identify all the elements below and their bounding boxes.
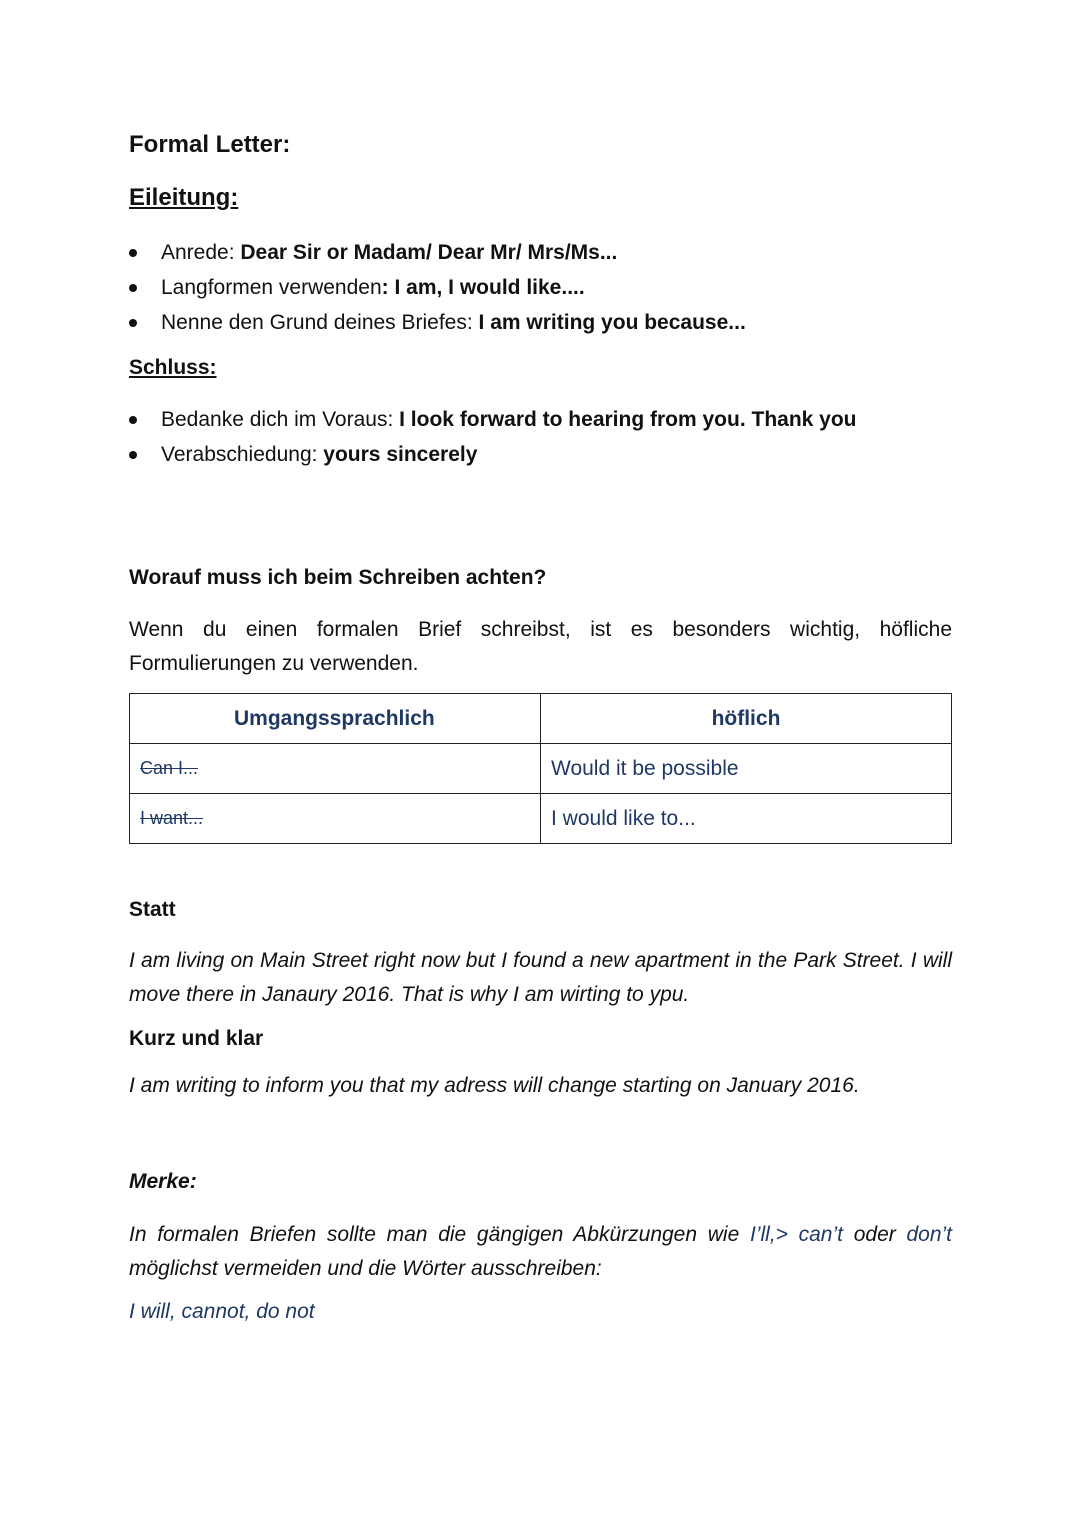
note-text-part: oder: [843, 1223, 907, 1246]
closing-list: [129, 402, 952, 472]
document-title: Formal Letter:: [129, 131, 291, 158]
polite-phrase: I would like to...: [541, 794, 952, 844]
item-value: Dear Sir or Madam/ Dear Mr/ Mrs/Ms...: [240, 241, 618, 264]
short-example: I am writing to inform you that my adress will change starting on January 2016.: [129, 1074, 860, 1097]
item-value: : I am, I would like....: [381, 276, 585, 299]
tips-paragraph: Wenn du einen formalen Brief schreibst, ist es besonders wichtig, höfliche Formulierungen zu verwenden.: [129, 618, 952, 675]
note-heading: Merke:: [129, 1170, 197, 1193]
note-text: [129, 1218, 952, 1286]
document-page: [129, 0, 952, 1527]
list-item: [129, 402, 952, 437]
informal-phrase: I want...: [130, 794, 541, 844]
phrase-comparison-table: [129, 693, 952, 844]
informal-phrase: Can I...: [130, 744, 541, 794]
polite-phrase: Would it be possible: [541, 744, 952, 794]
tips-heading: Worauf muss ich beim Schreiben achten?: [129, 566, 547, 589]
header-informal: Umgangssprachlich: [130, 694, 541, 744]
abbreviation-example: I’ll,> can’t: [749, 1223, 843, 1246]
item-value: yours sincerely: [323, 443, 478, 466]
item-label: Anrede:: [161, 241, 241, 264]
intro-list: [129, 235, 952, 340]
list-item: [129, 437, 952, 472]
note-text-part: In formalen Briefen sollte man die gängigen Abkürzungen wie: [129, 1223, 750, 1246]
table-row: [130, 744, 952, 794]
instead-heading: Statt: [129, 898, 176, 921]
item-label: Langformen verwenden: [161, 276, 382, 299]
closing-heading: Schluss:: [129, 356, 217, 379]
item-value: I am writing you because...: [478, 311, 746, 334]
item-label: Bedanke dich im Voraus:: [161, 408, 400, 431]
list-item: [129, 235, 952, 270]
list-item: [129, 270, 952, 305]
instead-example: I am living on Main Street right now but I found a new apartment in the Park Street. I will move there in Janaury 2016. That is why I am wirting to ypu.: [129, 949, 952, 1006]
intro-heading: Eileitung:: [129, 184, 239, 211]
item-label: Nenne den Grund deines Briefes:: [161, 311, 479, 334]
note-text-part: möglichst vermeiden und die Wörter ausschreiben:: [129, 1257, 602, 1280]
list-item: [129, 305, 952, 340]
table-header-row: [130, 694, 952, 744]
header-polite: höflich: [541, 694, 952, 744]
abbreviation-example: don’t: [906, 1223, 953, 1246]
table-row: [130, 794, 952, 844]
item-value: I look forward to hearing from you. Thank you: [399, 408, 857, 431]
item-label: Verabschiedung:: [161, 443, 324, 466]
longforms-example: I will, cannot, do not: [129, 1300, 315, 1323]
short-heading: Kurz und klar: [129, 1027, 264, 1050]
